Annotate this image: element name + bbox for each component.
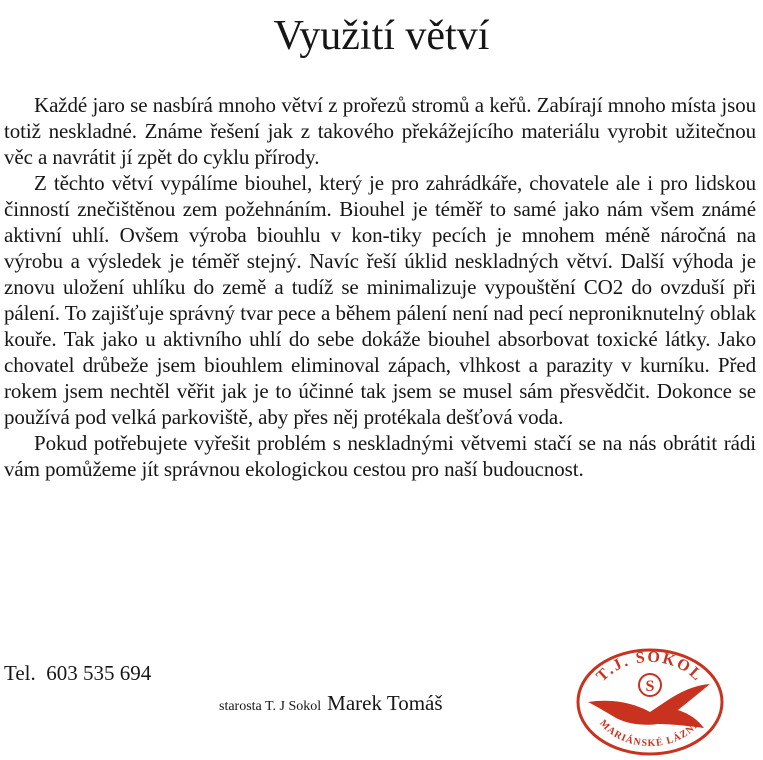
signature xyxy=(219,691,443,716)
phone-number: 603 535 694 xyxy=(46,661,152,685)
article-body xyxy=(4,92,756,482)
logo-bottom-text: MARIÁNSKÉ LÁZNĚ xyxy=(597,717,703,750)
logo-monogram: S xyxy=(645,678,655,695)
phone-label: Tel. xyxy=(4,661,36,685)
signature-name: Marek Tomáš xyxy=(327,691,443,715)
page-title: Využití větví xyxy=(273,13,490,59)
paragraph-contact-offer: Pokud potřebujete vyřešit problém s neskladnými větvemi stačí se na nás obrátit rádi vám pomůžeme jít správnou ekologickou cestou pro naší budoucnost. xyxy=(4,431,756,481)
phone-line xyxy=(4,660,151,686)
paragraph-intro: Každé jaro se nasbírá mnoho větví z prořezů stromů a keřů. Zabírají mnoho místa jsou totiž neskladné. Známe řešení jak z takového překážejícího materiálu vyrobit užitečnou věc a navrátit jí zpět do cyklu přírody. xyxy=(4,93,756,169)
signature-role: starosta T. J Sokol xyxy=(219,699,322,714)
sokol-logo xyxy=(574,640,726,756)
paragraph-biochar: Z těchto větví vypálíme biouhel, který je pro zahrádkáře, chovatele ale i pro lidskou činností znečištěnou zem požehnáním. Biouhel je téměř to samé jako nám všem známé aktivní uhlí. Ovšem výroba biouhlu v kon-tiky pecích je mnohem méně náročná na výrobu a výsledek je téměř stejný. Navíc řeší úklid neskladných větví. Další výhoda je znovu uložení uhlíku do země a tudíž se minimalizuje vypouštění CO2 do ovzduší při pálení. To zajišťuje správný tvar pece a během pálení není nad pecí neproniknutelný oblak kouře. Tak jako u aktivního uhlí do sebe dokáže biouhel absorbovat toxické látky. Jako chovatel drůbeže jsem biouhlem eliminoval zápach, vlhkost a parazity v kurníku. Před rokem jsem nechtěl věřit jak je to účinné tak jsem se musel sám přesvědčit. Dokonce se používá pod velká parkoviště, aby přes něj protékala dešťová voda. xyxy=(4,171,756,429)
logo-top-text: T.J. SOKOL xyxy=(593,648,707,686)
